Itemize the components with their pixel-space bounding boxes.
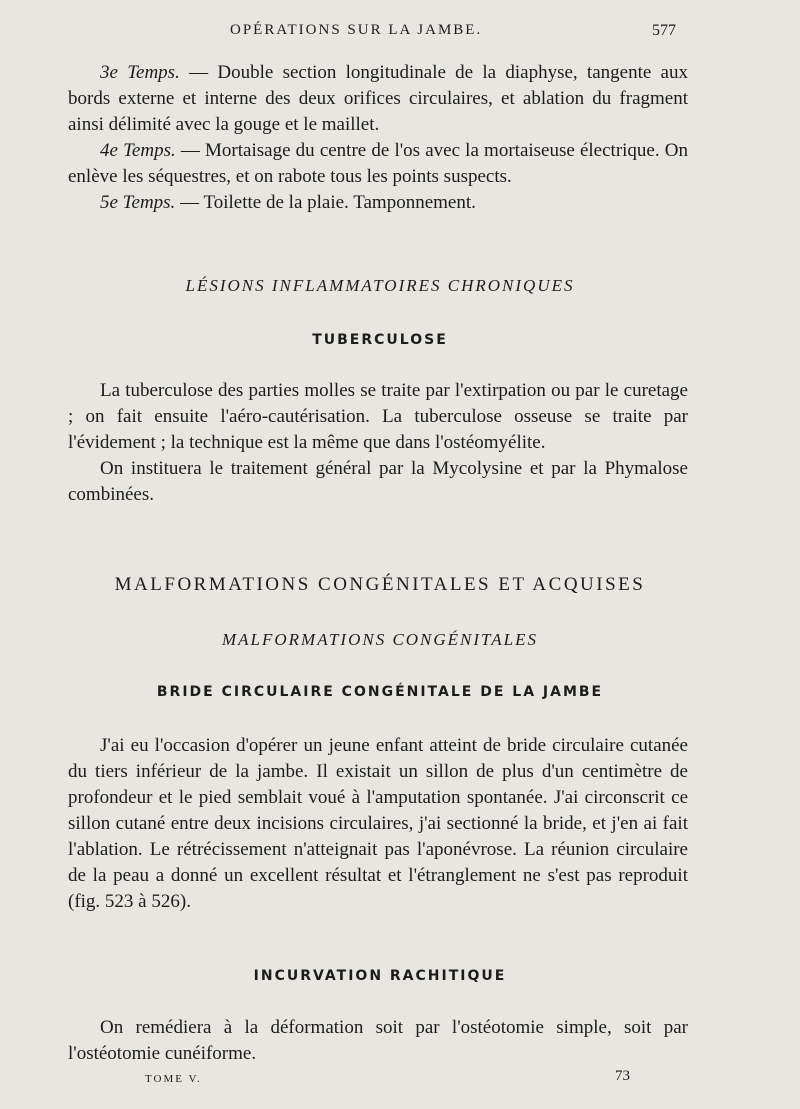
page-number: 577 xyxy=(652,22,676,39)
step-label: 4e Temps. xyxy=(100,140,176,161)
paragraph: On instituera le traitement général par la Mycolysine et par la Phymalose combinées. xyxy=(68,458,688,505)
step-paragraph xyxy=(68,60,688,138)
paragraph: J'ai eu l'occasion d'opérer un jeune enfant atteint de bride circulaire cutanée du tiers inférieur de la jambe. Il existait un sillon de plus d'un centimètre de profondeur et le pied semblait voué à l'amputation spontanée. J'ai circonscrit ce sillon cutané entre deux incisions circulaires, j'ai sectionné la bride, et j'en ai fait l'ablation. Le rétrécissement n'atteignait pas l'aponévrose. La réunion circulaire de la peau a donné un excellent résultat et l'étranglement ne s'est pas reproduit (fig. 523 à 526). xyxy=(68,735,688,912)
step-text: — Double section longitudinale de la diaphyse, tangente aux bords externe et interne des deux orifices circulaires, et ablation du fragment ainsi délimité avec la gouge et le maillet. xyxy=(68,62,688,135)
section-heading-lesions: LÉSIONS INFLAMMATOIRES CHRONIQUES xyxy=(185,276,575,295)
bride-text xyxy=(68,733,688,915)
step-text: — Mortaisage du centre de l'os avec la mortaiseuse électrique. On enlève les séquestres, et on rabote tous les points suspects. xyxy=(68,140,688,187)
heading-tuberculose: TUBERCULOSE xyxy=(312,332,448,348)
step-label: 3e Temps. xyxy=(100,62,180,83)
signature-mark: 73 xyxy=(615,1068,630,1084)
subsection-heading-congenitales: MALFORMATIONS CONGÉNITALES xyxy=(222,630,538,649)
operation-steps xyxy=(68,60,688,216)
tuberculose-text xyxy=(68,378,688,508)
step-label: 5e Temps. xyxy=(100,192,176,213)
step-text: — Toilette de la plaie. Tamponnement. xyxy=(175,192,476,213)
section-heading-malformations: MALFORMATIONS CONGÉNITALES ET ACQUISES xyxy=(114,574,646,595)
paragraph: La tuberculose des parties molles se traite par l'extirpation ou par le curetage ; on fait ensuite l'aéro-cautérisation. La tuberculose osseuse se traite par l'évidement ; la technique est la même que dans l'ostéomyélite. xyxy=(68,380,688,453)
step-paragraph xyxy=(68,138,688,190)
paragraph: On remédiera à la déformation soit par l'ostéotomie simple, soit par l'ostéotomie cunéiforme. xyxy=(68,1017,688,1064)
heading-bride: BRIDE CIRCULAIRE CONGÉNITALE DE LA JAMBE xyxy=(156,684,604,700)
step-paragraph xyxy=(68,190,688,216)
incurvation-text xyxy=(68,1015,688,1067)
volume-label: TOME V. xyxy=(145,1073,202,1085)
running-title: OPÉRATIONS SUR LA JAMBE. xyxy=(230,22,483,38)
heading-incurvation: INCURVATION RACHITIQUE xyxy=(253,968,507,984)
